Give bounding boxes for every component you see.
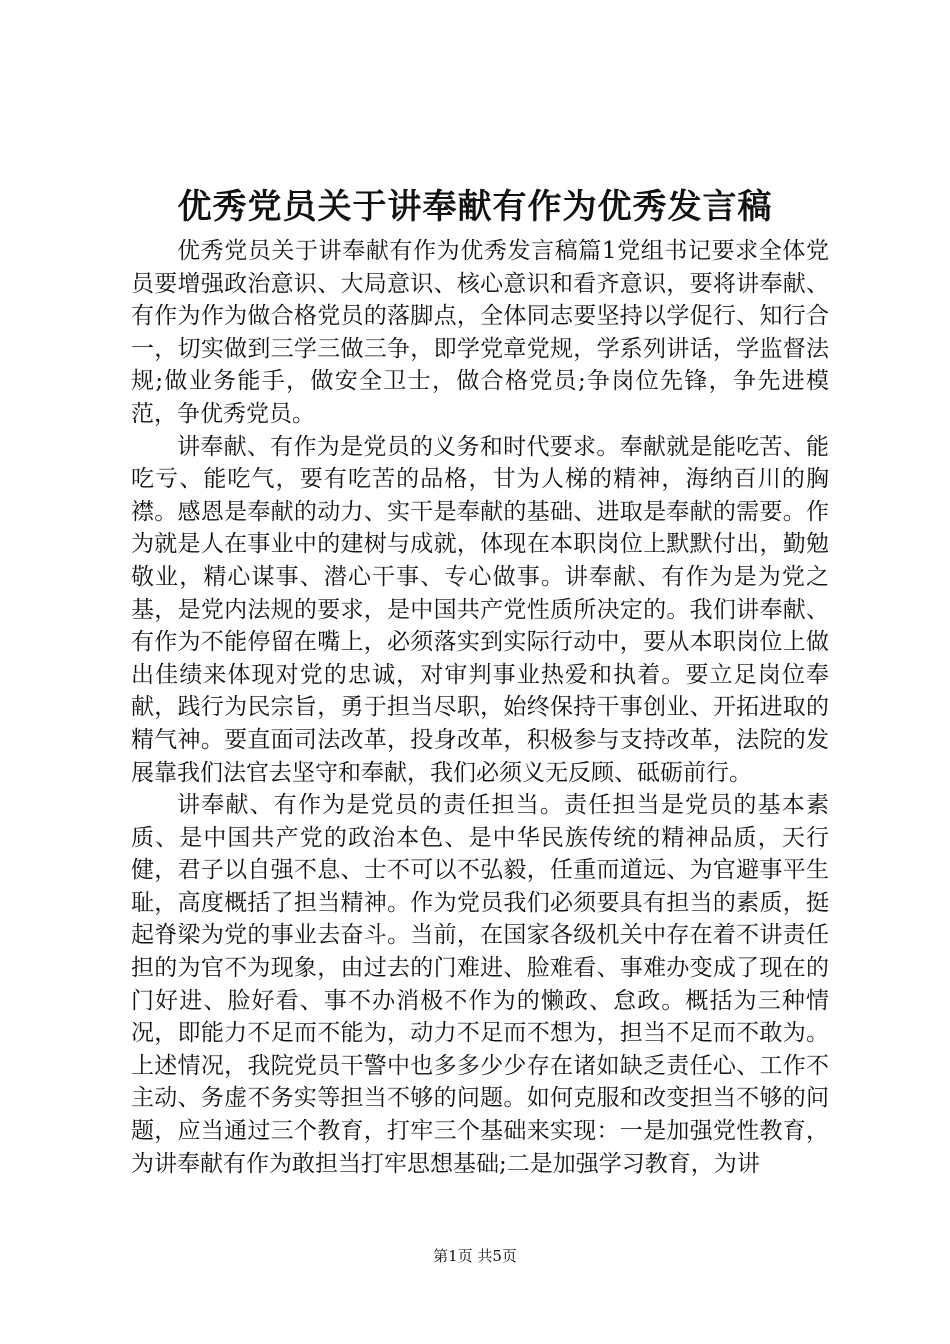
paragraph: 优秀党员关于讲奉献有作为优秀发言稿篇1党组书记要求全体党员要增强政治意识、大局意识、核心意识和看齐意识，要将讲奉献、有作为作为做合格党员的落脚点，全体同志要坚持以学促行、知行合一，切实做到三学三做三争，即学党章党规，学系列讲话，学监督法规;做业务能手，做安全卫士，做合格党员;争岗位先锋，争先进模范，争优秀党员。 [131, 238, 829, 427]
paragraph: 讲奉献、有作为是党员的义务和时代要求。奉献就是能吃苦、能吃亏、能吃气，要有吃苦的品格，甘为人梯的精神，海纳百川的胸襟。感恩是奉献的动力、实干是奉献的基础、进取是奉献的需要。作为就是人在事业中的建树与成就，体现在本职岗位上默默付出，勤勉敬业，精心谋事、潜心干事、专心做事。讲奉献、有作为是为党之基，是党内法规的要求，是中国共产党性质所决定的。我们讲奉献、有作为不能停留在嘴上，必须落实到实际行动中，要从本职岗位上做出佳绩来体现对党的忠诚，对审判事业热爱和执着。要立足岗位奉献，践行为民宗旨，勇于担当尽职，始终保持干事创业、开拓进取的精气神。要直面司法改革，投身改革，积极参与支持改革，法院的发展靠我们法官去坚守和奉献，我们必须义无反顾、砥砺前行。 [131, 433, 829, 786]
page-indicator: 第1页 共5页 [433, 1247, 517, 1265]
document-title: 优秀党员关于讲奉献有作为优秀发言稿 [177, 187, 773, 227]
paragraph: 讲奉献、有作为是党员的责任担当。责任担当是党员的基本素质、是中国共产党的政治本色、是中华民族传统的精神品质，天行健，君子以自强不息、士不可以不弘毅，任重而道远、为官避事平生耻，高度概括了担当精神。作为党员我们必须要具有担当的素质，挺起脊梁为党的事业去奋斗。当前，在国家各级机关中存在着不讲责任担的为官不为现象，由过去的门难进、脸难看、事难办变成了现在的门好进、脸好看、事不办消极不作为的懒政、怠政。概括为三种情况，即能力不足而不能为，动力不足而不想为，担当不足而不敢为。上述情况，我院党员干警中也多多少少存在诸如缺乏责任心、工作不主动、务虚不务实等担当不够的问题。如何克服和改变担当不够的问题，应当通过三个教育，打牢三个基础来实现：一是加强党性教育，为讲奉献有作为敢担当打牢思想基础;二是加强学习教育，为讲 [131, 792, 829, 1177]
document-body [131, 235, 829, 1180]
page-footer [0, 1246, 950, 1266]
